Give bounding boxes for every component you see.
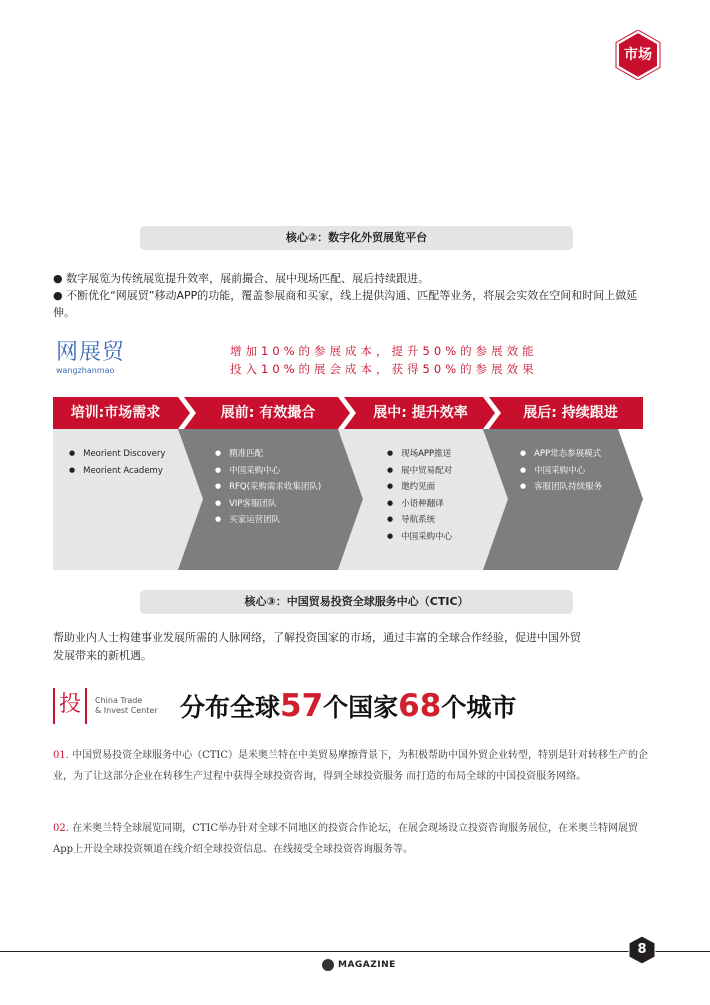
stage-item: ● VIP客服团队 bbox=[215, 496, 321, 513]
stage-items-post-show bbox=[520, 446, 602, 496]
stage-item: ● APP常态参展模式 bbox=[520, 446, 602, 463]
process-flow-diagram bbox=[53, 397, 643, 570]
point-paragraph bbox=[53, 818, 653, 860]
section-badge-label: 市场 bbox=[624, 47, 652, 63]
stage-title-during-show: 展中: 提升效率 bbox=[373, 405, 468, 421]
section-badge bbox=[613, 30, 663, 80]
headline-text: 分布全球 bbox=[180, 693, 281, 722]
point-index: 01. bbox=[53, 750, 69, 761]
stage-item: ● 小语种翻译 bbox=[387, 496, 452, 513]
stage-items-during-show bbox=[387, 446, 452, 545]
ctic-logo-mark bbox=[53, 688, 87, 724]
stage-item: ● Meorient Discovery bbox=[69, 446, 165, 463]
section-header-core3: 核心③：中国贸易投资全球服务中心（CTIC） bbox=[140, 590, 573, 614]
stage-item: ● 中国采购中心 bbox=[387, 529, 452, 546]
stage-title-training: 培训:市场需求 bbox=[70, 405, 161, 421]
global-presence-headline bbox=[180, 686, 516, 728]
stage-item: ● RFQ(采购需求收集团队) bbox=[215, 479, 321, 496]
stage-item: ● 客服团队持续服务 bbox=[520, 479, 602, 496]
stage-item: ● 精准匹配 bbox=[215, 446, 321, 463]
stage-item: ● Meorient Academy bbox=[69, 463, 165, 480]
stage-item: ● 现场APP推送 bbox=[387, 446, 452, 463]
intro-paragraph bbox=[53, 629, 581, 665]
stage-item: ● 邀约见面 bbox=[387, 479, 452, 496]
logo-en-text: wangzhanmao bbox=[56, 366, 115, 375]
page-number: 8 bbox=[637, 942, 647, 957]
footer-divider bbox=[0, 951, 710, 952]
bullet-list bbox=[53, 270, 653, 321]
ctic-logo bbox=[53, 688, 173, 728]
stage-item: ● 展中贸易配对 bbox=[387, 463, 452, 480]
point-text: 在米奥兰特全球展览同期，CTIC举办针对全球不同地区的投资合作论坛，在展会现场设立投资咨询服务展位，在米奥兰特网展贸App上开设全球投资频道在线介绍全球投资信息、在线接受全球投资咨询服务等。 bbox=[53, 823, 639, 855]
stage-title-pre-show: 展前: 有效撮合 bbox=[220, 405, 316, 421]
ctic-logo-line: & Invest Center bbox=[95, 706, 158, 715]
intro-line: 帮助业内人士构建事业发展所需的人脉网络，了解投资国家的市场，通过丰富的全球合作经验，促进中国外贸 bbox=[53, 631, 581, 644]
point-paragraph bbox=[53, 745, 653, 787]
stage-item: ● 中国采购中心 bbox=[215, 463, 321, 480]
section-header-core2: 核心②：数字化外贸展览平台 bbox=[140, 226, 573, 250]
promo-text bbox=[230, 342, 538, 378]
footer-brand-text: MAGAZINE bbox=[338, 960, 396, 970]
stage-item: ● 买家运营团队 bbox=[215, 512, 321, 529]
intro-line: 发展带来的新机遇。 bbox=[53, 649, 152, 662]
ctic-mark-glyph: 投 bbox=[58, 692, 81, 717]
point-index: 02. bbox=[53, 823, 69, 834]
footer-brand bbox=[322, 958, 396, 972]
page-number-badge bbox=[628, 935, 656, 965]
stage-items-training bbox=[69, 446, 165, 479]
stage-item: ● 中国采购中心 bbox=[520, 463, 602, 480]
wangzhanmao-logo bbox=[56, 340, 136, 380]
headline-text: 个国家 bbox=[323, 693, 399, 722]
ctic-logo-line: China Trade bbox=[95, 696, 143, 705]
globe-icon bbox=[322, 959, 334, 971]
headline-text: 个城市 bbox=[441, 693, 517, 722]
stage-items-pre-show bbox=[215, 446, 321, 529]
promo-line: 投入10%的展会成本，获得50%的参展效果 bbox=[230, 362, 538, 376]
bullet-item: ● 不断优化“网展贸”移动APP的功能，覆盖参展商和买家，线上提供沟通、匹配等业务，将展会实效在空间和时间上做延伸。 bbox=[53, 289, 638, 319]
ctic-logo-text bbox=[95, 696, 175, 716]
point-text: 中国贸易投资全球服务中心（CTIC）是米奥兰特在中美贸易摩擦背景下，为积极帮助中国外贸企业转型，特别是针对转移生产的企业，为了让这部分企业在转移生产过程中获得全球投资咨询，得到全球投资服务 而打造的布局全球的中国投资服务网络。 bbox=[53, 750, 649, 782]
headline-city-count: 68 bbox=[398, 688, 442, 724]
stage-title-post-show: 展后: 持续跟进 bbox=[523, 405, 618, 421]
promo-line: 增加10%的参展成本，提升50%的参展效能 bbox=[230, 344, 538, 358]
logo-cn-text: 网展贸 bbox=[56, 340, 126, 365]
bullet-item: ● 数字展览为传统展览提升效率，展前撮合、展中现场匹配、展后持续跟进。 bbox=[53, 272, 430, 285]
stage-item: ● 导航系统 bbox=[387, 512, 452, 529]
headline-country-count: 57 bbox=[280, 688, 324, 724]
